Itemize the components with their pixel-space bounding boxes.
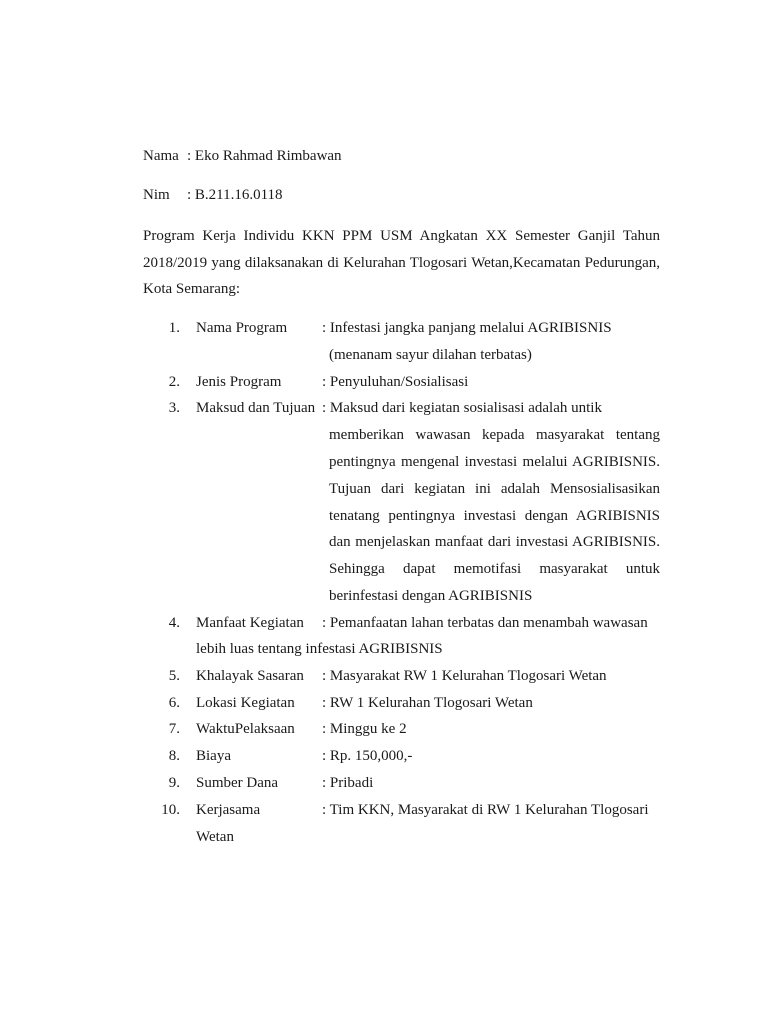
item-value-line: : Penyuluhan/Sosialisasi xyxy=(322,374,469,390)
item-label: Lokasi Kegiatan xyxy=(196,695,295,711)
item-value-line: dan menjelaskan manfaat dari investasi AGRIBISNIS. xyxy=(329,534,660,550)
item-label: Nama Program xyxy=(196,320,288,336)
item-value-line: tenatang pentingnya investasi dengan AGRIBISNIS xyxy=(329,508,660,524)
item-number: 2. xyxy=(168,374,180,390)
item-number: 9. xyxy=(168,775,180,791)
item-value-line: (menanam sayur dilahan terbatas) xyxy=(329,347,532,363)
item-value-line: : Tim KKN, Masyarakat di RW 1 Kelurahan Tlogosari xyxy=(322,802,649,818)
item-number: 7. xyxy=(168,721,180,737)
item-label: Maksud dan Tujuan xyxy=(196,400,316,416)
item-value-line: : Rp. 150,000,- xyxy=(322,748,413,764)
item-number: 3. xyxy=(168,400,180,416)
item-label: Sumber Dana xyxy=(196,775,279,791)
intro-line-3: Kota Semarang: xyxy=(143,281,241,297)
item-number: 6. xyxy=(168,695,180,711)
item-value-line: : Pribadi xyxy=(322,775,374,791)
item-number: 1. xyxy=(168,320,180,336)
intro-line-1: Program Kerja Individu KKN PPM USM Angkatan XX Semester Ganjil Tahun xyxy=(143,228,660,244)
nama-value: : Eko Rahmad Rimbawan xyxy=(187,148,342,164)
item-value-line: : RW 1 Kelurahan Tlogosari Wetan xyxy=(322,695,533,711)
item-label: WaktuPelaksaan xyxy=(196,721,295,737)
item-label: Jenis Program xyxy=(196,374,282,390)
item-value-line: Tujuan dari kegiatan ini adalah Mensosialisasikan xyxy=(329,481,660,497)
item-number: 5. xyxy=(168,668,180,684)
item-value-line: memberikan wawasan kepada masyarakat tentang xyxy=(329,427,660,443)
nama-label: Nama xyxy=(143,148,179,164)
item-label: Khalayak Sasaran xyxy=(196,668,304,684)
item-label: Kerjasama xyxy=(196,802,261,818)
item-value-line: berinfestasi dengan AGRIBISNIS xyxy=(329,588,533,604)
item-number: 4. xyxy=(168,615,180,631)
item-number: 8. xyxy=(168,748,180,764)
item-value-line: : Minggu ke 2 xyxy=(322,721,407,737)
nim-value: : B.211.16.0118 xyxy=(187,187,283,203)
item-value-line: Sehingga dapat memotifasi masyarakat untuk xyxy=(329,561,660,577)
item-label: Biaya xyxy=(196,748,231,764)
item-value-line: : Masyarakat RW 1 Kelurahan Tlogosari Wetan xyxy=(322,668,607,684)
item-value-line: : Maksud dari kegiatan sosialisasi adalah untik xyxy=(322,400,602,416)
item-number: 10. xyxy=(161,802,180,818)
intro-line-2: 2018/2019 yang dilaksanakan di Kelurahan Tlogosari Wetan,Kecamatan Pedurungan, xyxy=(143,255,660,271)
item-value-line: : Infestasi jangka panjang melalui AGRIBISNIS xyxy=(322,320,612,336)
item-value-line: : Pemanfaatan lahan terbatas dan menambah wawasan xyxy=(322,615,648,631)
item-wrap-line: Wetan xyxy=(196,829,234,845)
item-label: Manfaat Kegiatan xyxy=(196,615,304,631)
item-wrap-line: lebih luas tentang infestasi AGRIBISNIS xyxy=(196,641,443,657)
nim-label: Nim xyxy=(143,187,170,203)
item-value-line: pentingnya mengenal investasi melalui AGRIBISNIS. xyxy=(329,454,660,470)
